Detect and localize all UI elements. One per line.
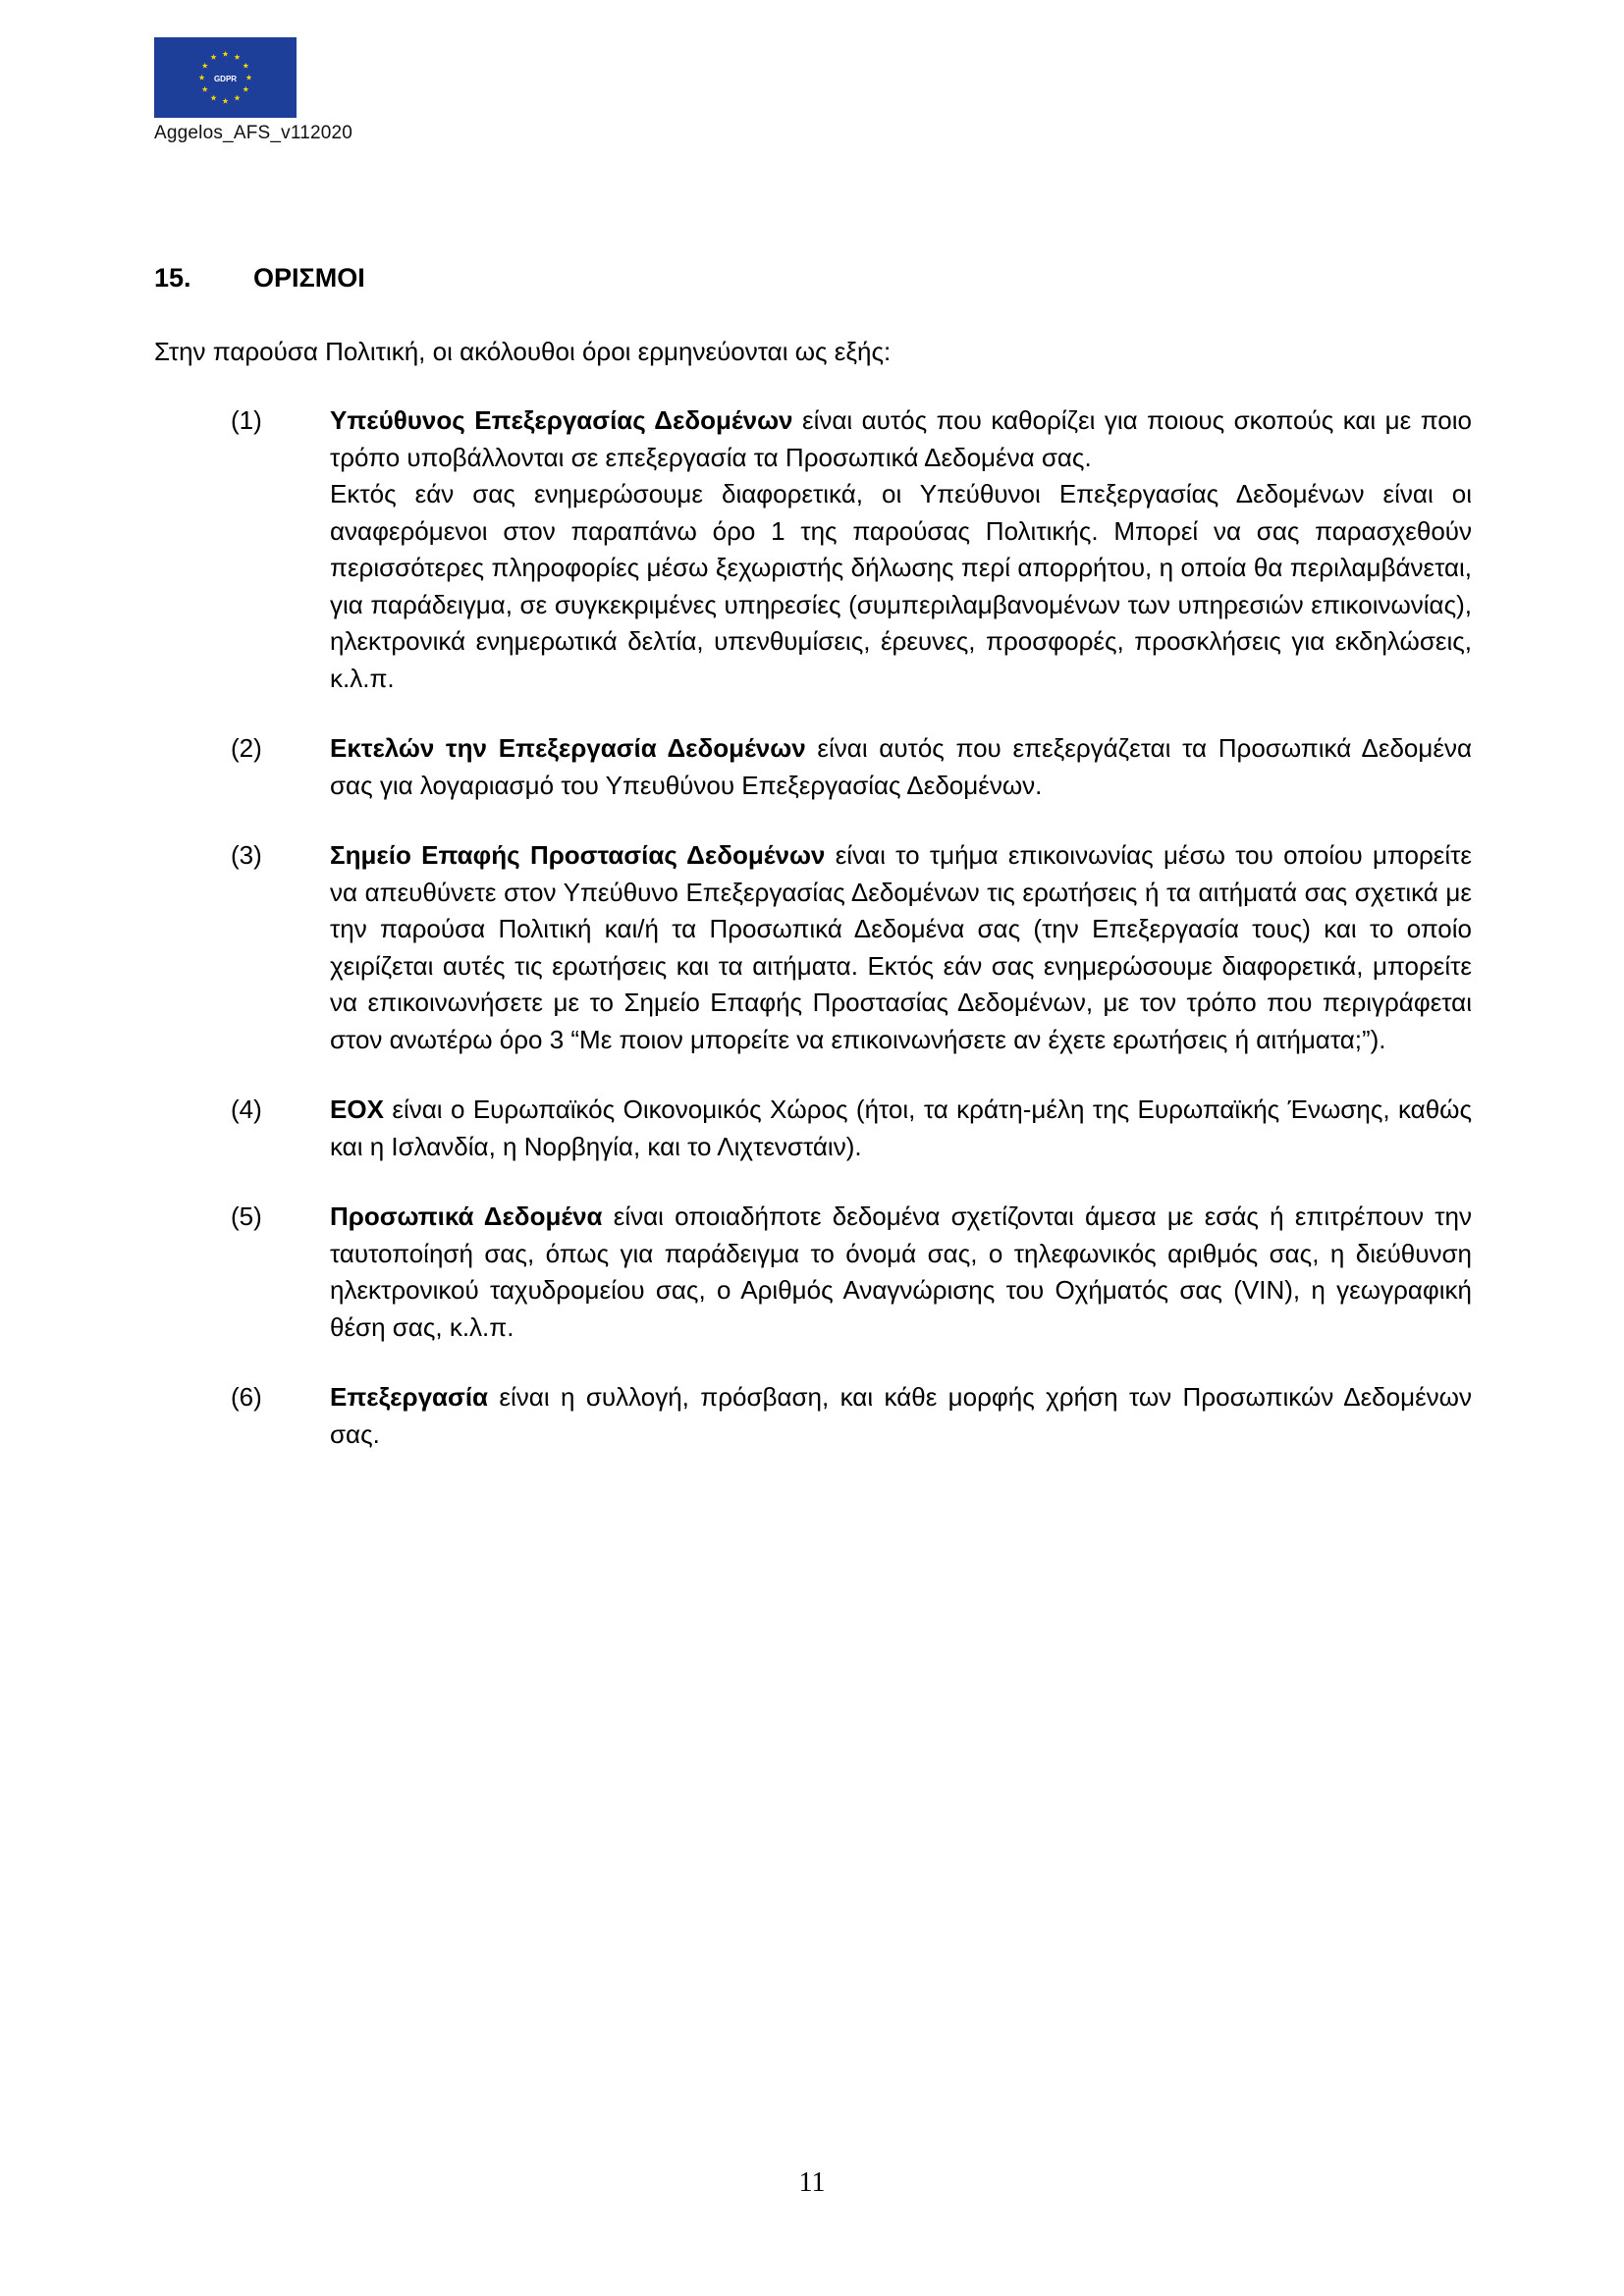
page-number: 11 <box>798 2167 826 2198</box>
definition-item <box>231 837 1472 1058</box>
page-header <box>154 37 352 144</box>
definition-item <box>231 1379 1472 1453</box>
definition-item <box>231 402 1472 697</box>
star-icon <box>222 98 228 104</box>
definition-term: Υπεύθυνος Επεξεργασίας Δεδομένων <box>330 405 793 435</box>
eu-stars-icon <box>154 37 297 118</box>
definition-term: Σημείο Επαφής Προστασίας Δεδομένων <box>330 840 826 870</box>
definition-number: (6) <box>231 1382 262 1412</box>
star-icon <box>234 54 240 60</box>
definition-number: (1) <box>231 405 262 435</box>
definition-text: είναι αυτός που καθορίζει για ποιους σκοπούς και με ποιο τρόπο υποβάλλονται σε επεξεργασία τα Προσωπικά Δεδομένα σας. <box>330 405 1472 472</box>
section-heading <box>154 263 365 294</box>
star-icon <box>210 95 216 101</box>
definition-text: είναι η συλλογή, πρόσβαση, και κάθε μορφής χρήση των Προσωπικών Δεδομένων σας. <box>330 1382 1472 1449</box>
definition-number: (2) <box>231 733 262 763</box>
definition-extra-text: Εκτός εάν σας ενημερώσουμε διαφορετικά, οι Υπεύθυνοι Επεξεργασίας Δεδομένων είναι οι αναφερόμενοι στον παραπάνω όρο 1 της παρούσας Πολιτικής. Μπορεί να σας παρασχεθούν περισσότερες πληροφορίες μέσω ξεχωριστής δήλωσης περί απορρήτου, η οποία θα περιλαμβάνεται, για παράδειγμα, σε συγκεκριμένες υπηρεσίες (συμπεριλαμβανομένων των υπηρεσιών επικοινωνίας), ηλεκτρονικά ενημερωτικά δελτία, υπενθυμίσεις, έρευνες, προσφορές, προσκλήσεις για εκδηλώσεις, κ.λ.π. <box>330 479 1472 693</box>
definition-term: Επεξεργασία <box>330 1382 489 1412</box>
definition-term: Εκτελών την Επεξεργασία Δεδομένων <box>330 733 806 763</box>
star-icon <box>245 75 251 80</box>
star-icon <box>198 75 204 80</box>
definition-number: (5) <box>231 1201 262 1231</box>
star-icon <box>210 54 216 60</box>
definitions-list <box>231 402 1472 1486</box>
definition-text: είναι ο Ευρωπαϊκός Οικονομικός Χώρος (ήτοι, τα κράτη-μέλη της Ευρωπαϊκής Ένωσης, καθώς και η Ισλανδία, η Νορβηγία, και το Λιχτενστάιν). <box>330 1095 1472 1161</box>
definition-item <box>231 730 1472 804</box>
star-icon <box>243 63 248 69</box>
star-icon <box>234 95 240 101</box>
gdpr-logo <box>154 37 297 118</box>
document-code: Aggelos_AFS_v112020 <box>154 123 353 143</box>
logo-label: GDPR <box>213 75 238 83</box>
definition-term: ΕΟΧ <box>330 1095 384 1124</box>
star-icon <box>243 86 248 92</box>
definition-term: Προσωπικά Δεδομένα <box>330 1201 603 1231</box>
section-title: ΟΡΙΣΜΟΙ <box>253 263 365 293</box>
star-icon <box>202 86 208 92</box>
definition-text: είναι οποιαδήποτε δεδομένα σχετίζονται άμεσα με εσάς ή επιτρέπουν την ταυτοποίησή σας, όπως για παράδειγμα το όνομά σας, ο τηλεφωνικός αριθμός σας, η διεύθυνση ηλεκτρονικού ταχυδρομείου σας, ο Αριθμός Αναγνώρισης του Οχήματός σας (VIN), η γεωγραφική θέση σας, κ.λ.π. <box>330 1201 1472 1342</box>
intro-paragraph: Στην παρούσα Πολιτική, οι ακόλουθοι όροι ερμηνεύονται ως εξής: <box>154 337 892 366</box>
star-icon <box>222 51 228 57</box>
definition-item <box>231 1092 1472 1165</box>
definition-text: είναι αυτός που επεξεργάζεται τα Προσωπικά Δεδομένα σας για λογαριασμό του Υπευθύνου Επεξεργασίας Δεδομένων. <box>330 733 1472 800</box>
definition-number: (4) <box>231 1095 262 1124</box>
definition-text: είναι το τμήμα επικοινωνίας μέσω του οποίου μπορείτε να απευθύνετε στον Υπεύθυνο Επεξεργασίας Δεδομένων τις ερωτήσεις ή τα αιτήματά σας σχετικά με την παρούσα Πολιτική και/ή τα Προσωπικά Δεδομένα σας (την Επεξεργασία τους) και το οποίο χειρίζεται αυτές τις ερωτήσεις και τα αιτήματα. Εκτός εάν σας ενημερώσουμε διαφορετικά, μπορείτε να επικοινωνήσετε με το Σημείο Επαφής Προστασίας Δεδομένων, με τον τρόπο που περιγράφεται στον ανωτέρω όρο 3 “Με ποιον μπορείτε να επικοινωνήσετε αν έχετε ερωτήσεις ή αιτήματα;”). <box>330 840 1472 1054</box>
star-icon <box>202 63 208 69</box>
definition-number: (3) <box>231 840 262 870</box>
definition-item <box>231 1199 1472 1346</box>
section-number: 15. <box>154 263 191 293</box>
